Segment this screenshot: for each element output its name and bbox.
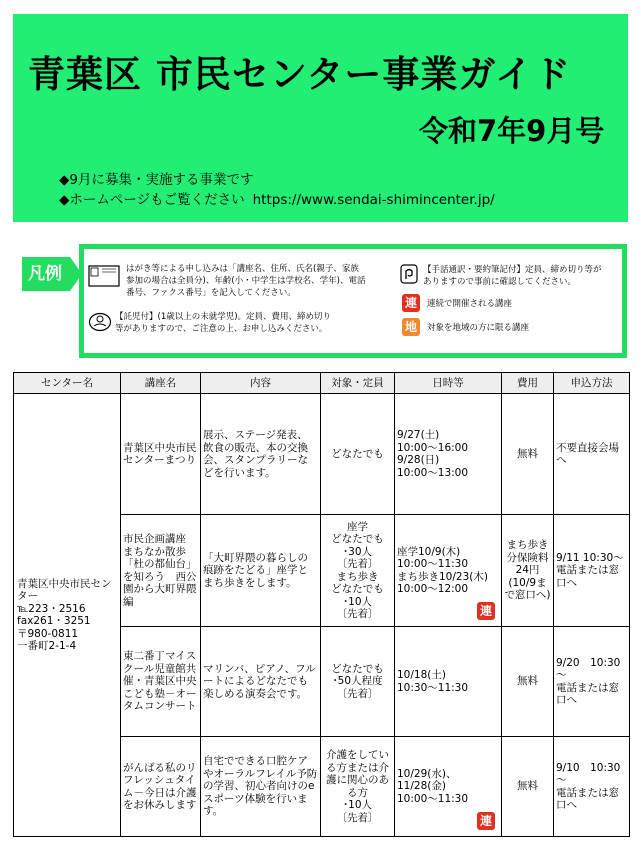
course-content: マリンバ、ピアノ、フルートによるどなたでも楽しめる演奏会です。 xyxy=(201,627,321,737)
legend-childcare-text: 【託児付】(1歳以上の未就学児)。定員、費用、締め切り等がありますので、ご注意の上、お申し込みください。 xyxy=(115,312,332,334)
course-target: 介護をしている方または介護に関心のある方 ･10人 〔先着〕 xyxy=(321,737,395,837)
course-name: 東二番丁マイスクール児童館共催・青葉区中央こども塾－オータムコンサート xyxy=(121,627,201,737)
issue-label: 令和7年9月号 xyxy=(419,114,605,148)
course-datetime: 9/27(土) 10:00～16:00 9/28(日) 10:00～13:00 xyxy=(395,394,502,515)
continuous-course-icon: 連 xyxy=(477,812,495,830)
legend-local-text: 対象を地域の方に限る講座 xyxy=(427,323,530,333)
course-fee: まち歩き分保険料24円 (10/9まで窓口へ) xyxy=(502,515,554,627)
course-target: どなたでも xyxy=(321,394,395,515)
course-content: 展示、ステージ発表、飲食の販売、本の交換会、スタンプラリーなどを行います。 xyxy=(201,394,321,515)
bullet-homepage-text: ◆ホームページもご覧ください xyxy=(59,192,245,208)
page-title: 青葉区 市民センター事業ガイド xyxy=(28,53,572,96)
course-datetime-cell xyxy=(395,737,502,837)
course-content: 「大町界隈の暮らしの痕跡をたどる」座学とまち歩きをします。 xyxy=(201,515,321,627)
header-course: 講座名 xyxy=(121,373,201,394)
events-table xyxy=(13,372,630,837)
homepage-link[interactable]: https://www.sendai-shimincenter.jp/ xyxy=(252,192,495,208)
course-name: 青葉区中央市民センターまつり xyxy=(121,394,201,515)
course-datetime: 10/29(水)、 11/28(金) 10:00～11:30 xyxy=(397,767,469,805)
header-fee: 費用 xyxy=(502,373,554,394)
course-apply: 9/11 10:30～ 電話または窓口へ xyxy=(554,515,630,627)
course-name: がんばる私のリフレッシュタイム－今日は介護をお休みします xyxy=(121,737,201,837)
postcard-icon xyxy=(88,265,120,287)
course-apply: 9/20 10:30～ 電話または窓口へ xyxy=(554,627,630,737)
course-datetime-cell xyxy=(395,515,502,627)
legend-sign-text: 【手話通訳・要約筆記付】定員、締め切り等がありますので事前に確認してください。 xyxy=(423,265,602,287)
course-apply: 9/10 10:30～ 電話または窓口へ xyxy=(554,737,630,837)
legend-continuous-text: 連続で開催される講座 xyxy=(427,299,513,309)
bullet-homepage xyxy=(59,190,495,210)
sign-language-icon xyxy=(400,264,418,284)
course-datetime: 座学10/9(木) 10:00～11:30 まち歩き10/23(木) 10:00～12:00 xyxy=(397,545,488,595)
header-target: 対象・定員 xyxy=(321,373,395,394)
course-datetime: 10/18(土) 10:30～11:30 xyxy=(395,627,502,737)
course-target: 座学 どなたでも ･30人 〔先着〕 まち歩き どなたでも ･10人 〔先着〕 xyxy=(321,515,395,627)
header-center: センター名 xyxy=(14,373,121,394)
table-header-row xyxy=(14,373,630,394)
bullet-recruit: ◆9月に募集・実施する事業です xyxy=(59,172,254,188)
legend-tag: 凡例 xyxy=(22,257,70,291)
legend-box xyxy=(79,244,627,358)
header-banner xyxy=(13,14,628,222)
course-content: 自宅でできる口腔ケアやオーラルフレイル予防の学習、初心者向けのeスポーツ体験を行います。 xyxy=(201,737,321,837)
course-fee: 無料 xyxy=(502,394,554,515)
course-target: どなたでも ･50人程度 〔先着〕 xyxy=(321,627,395,737)
childcare-icon xyxy=(88,310,112,332)
course-fee: 無料 xyxy=(502,737,554,837)
center-info: 青葉区中央市民センター ℡223・2516 fax261・3251 〒980-0811 一番町2-1-4 xyxy=(14,394,121,837)
banner-bullets xyxy=(59,170,495,210)
continuous-course-icon: 連 xyxy=(477,602,495,620)
header-datetime: 日時等 xyxy=(395,373,502,394)
header-apply: 申込方法 xyxy=(554,373,630,394)
local-only-icon: 地 xyxy=(402,318,420,336)
continuous-course-icon: 連 xyxy=(402,294,420,312)
course-fee: 無料 xyxy=(502,627,554,737)
legend-postcard-text: はがき等による申し込みは「講座名、住所、氏名(親子、家族参加の場合は全員分)、年齢(小・中学生は学校名、学年)、電話番号、ファクス番号」を記入してください。 xyxy=(126,264,366,298)
course-name: 市民企画講座 まちなか散歩「杜の都仙台」を知ろう 西公園から大町界隈編 xyxy=(121,515,201,627)
header-content: 内容 xyxy=(201,373,321,394)
course-apply: 不要直接会場へ xyxy=(554,394,630,515)
table-row xyxy=(14,394,630,515)
